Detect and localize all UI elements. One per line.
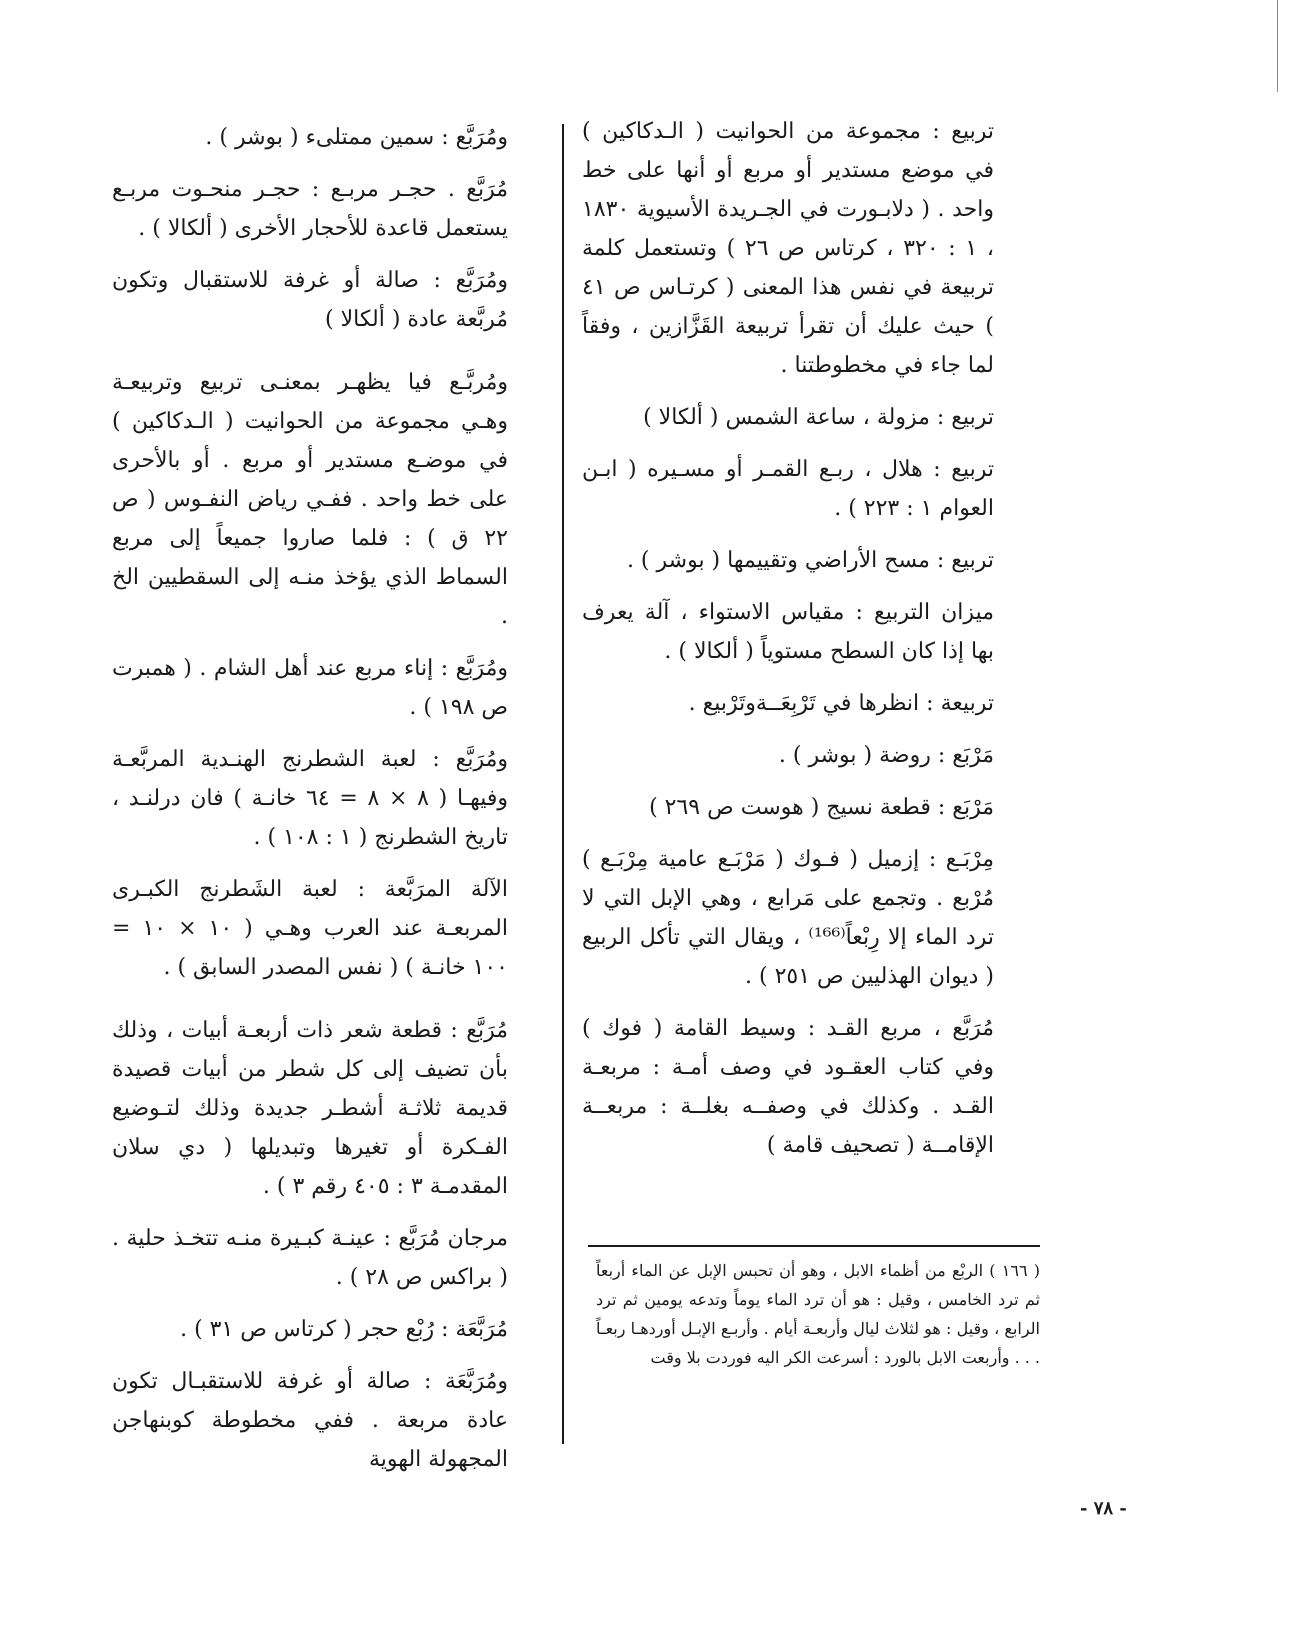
entry-murabba-stature: مُرَبَّع ، مربع القـد : وسيط القامة ( فوك ) وفي كتاب العقـود في وصف أمـة : مربعـة القـد . وكذلك في وصفــه بغلــة : مربعــة الإقامــة ( تصحيف قامة )	[582, 1016, 994, 1158]
left-column	[112, 118, 508, 1492]
entry-tarbia: تربيعة : انظرها في تَرْبِعَــةوتَرْبيع .	[688, 691, 994, 716]
entry-marba-garden: مَرْبَع : روضة ( بوشر ) .	[778, 743, 994, 768]
entry-murabba-shops: ومُربَّـع فيا يظهـر بمعنـى تربيع وتربيعـة وهـي مجموعة من الحوانيت ( الـدكاكين ) في موضـع مستدير أو مربع . أو بالأحرى على خط واحد . ففـي رياض النفـوس ( ص ٢٢ ق ) : فلما صاروا جميعاً إلى مربع السماط الذي يؤخذ منـه إلى السقطيين الخ .	[112, 370, 508, 629]
entry-murabbaa-hall: ومُرَبَّعَة : صالة أو غرفة للاستقبـال تكون عادة مربعة . ففي مخطوطة كوبنهاجن المجهولة الهوية	[112, 1369, 508, 1472]
entry-murabba-chess: ومُرَبَّع : لعبة الشطرنج الهنـدية المربَّعـة وفيهـا ( ٨ × ٨ = ٦٤ خانـة ) فان درلنـد ، تاريخ الشطرنج ( ١ : ١٠٨ ) .	[112, 747, 509, 850]
entry-marba-fabric: مَرْبَع : قطعة نسيج ( هوست ص ٢٦٩ )	[649, 795, 994, 820]
entry-tarbi-shops: تربيع : مجموعة من الحوانيت ( الـدكاكين ) في موضع مستدير أو مربع أو أنها على خط واحد . ( دلابـورت في الجـريدة الأسيوية ١٨٣٠ ، ١ : ٣٢٠ ، كرتاس ص ٢٦ ) وتستعمل كلمة تربيعة في نفس هذا المعنى ( كرتـاس ص ٤١ ) حيث عليك أن تقرأ تربيعة القَزَّازين ، وفقاً لما جاء في مخطوطتنا .	[582, 119, 995, 378]
entry-mirba-chisel: مِرْبَـع : إزميل ( فـوك ( مَرْبَـع عامية مِرْبَـع ) مُرْبع . وتجمع على مَرابع ، وهي الإبل التي لا ترد الماء إلا رِبْعاً⁽¹⁶⁶⁾ ، ويقال التي تأكل الربيع ( ديوان الهذليين ص ٢٥١ ) .	[582, 847, 994, 989]
page-number: - ٧٨ -	[1080, 1498, 1127, 1519]
footnote-separator	[588, 1245, 1040, 1247]
entry-murabbaa-quarter-stone: مُرَبَّعَة : رُبْع حجر ( كرتاس ص ٣١ ) .	[180, 1317, 508, 1342]
column-divider	[562, 124, 564, 1444]
right-column	[582, 112, 994, 1178]
entry-ala-murabbaa: الآلة المرَبَّعة : لعبة الشَطرنج الكبـرى المربعـة عند العرب وهـي ( ١٠ × ١٠ = ١٠٠ خانـة ) ( نفس المصدر السابق ) .	[112, 877, 508, 980]
entry-tarbi-survey: تربيع : مسح الأراضي وتقييمها ( بوشر ) .	[626, 548, 994, 573]
entry-murabba-vessel: ومُرَبَّع : إناء مربع عند أهل الشام . ( همبرت ص ١٩٨ ) .	[112, 656, 508, 720]
entry-murabba-hall: ومُرَبَّع : صالة أو غرفة للاستقبال وتكون مُربَّعة عادة ( ألكالا )	[112, 268, 508, 332]
entry-murabba-poem: مُرَبَّع : قطعة شعر ذات أربعـة أبيات ، وذلك بأن تضيف إلى كل شطر من أبيات قصيدة قديمة ثلاثـة أشطـر جديدة وذلك لتـوضيع الفـكرة أو تغيرها وتبديلها ( دي سلان المقدمـة ٣ : ٤٠٥ رقم ٣ ) .	[112, 1018, 508, 1199]
entry-marjan-murabba: مرجان مُرَبَّع : عينـة كبـيرة منـه تتخـذ حلية . ( براكس ص ٢٨ ) .	[112, 1226, 508, 1290]
entry-murabba-stone: مُرَبَّع . حجـر مربـع : حجـر منحـوت مربـع يستعمل قاعدة للأحجار الأخرى ( ألكالا ) .	[112, 177, 508, 241]
page-edge-line	[1277, 0, 1278, 92]
entry-murabba-fat: ومُرَبَّع : سمين ممتلىء ( بوشر ) .	[205, 125, 508, 150]
footnote: ( ١٦٦ ) الربْع من أظماء الابل ، وهو أن تحبس الإبل عن الماء أربعاً ثم ترد الخامس ، وقيل : هو أن ترد الماء يوماً وتدعه يومين ثم ترد الرابع ، وقيل : هو لثلاث ليال وأربعـة أيام . وأربـع الإبـل أوردهـا ربعـاً . . . وأربعت الابل بالورد : أسرعت الكر اليه فوردت بلا وقت	[596, 1261, 1041, 1367]
entry-tarbi-sundial: تربيع : مزولة ، ساعة الشمس ( ألكالا )	[643, 405, 994, 430]
entry-tarbi-crescent: تربيع : هلال ، ربـع القمـر أو مسـيره ( ابـن العوام ١ : ٢٢٣ ) .	[582, 457, 994, 521]
entry-mizan-tarbi: ميزان التربيع : مقياس الاستواء ، آلة يعرف بها إذا كان السطح مستوياً ( ألكالا ) .	[582, 600, 994, 664]
